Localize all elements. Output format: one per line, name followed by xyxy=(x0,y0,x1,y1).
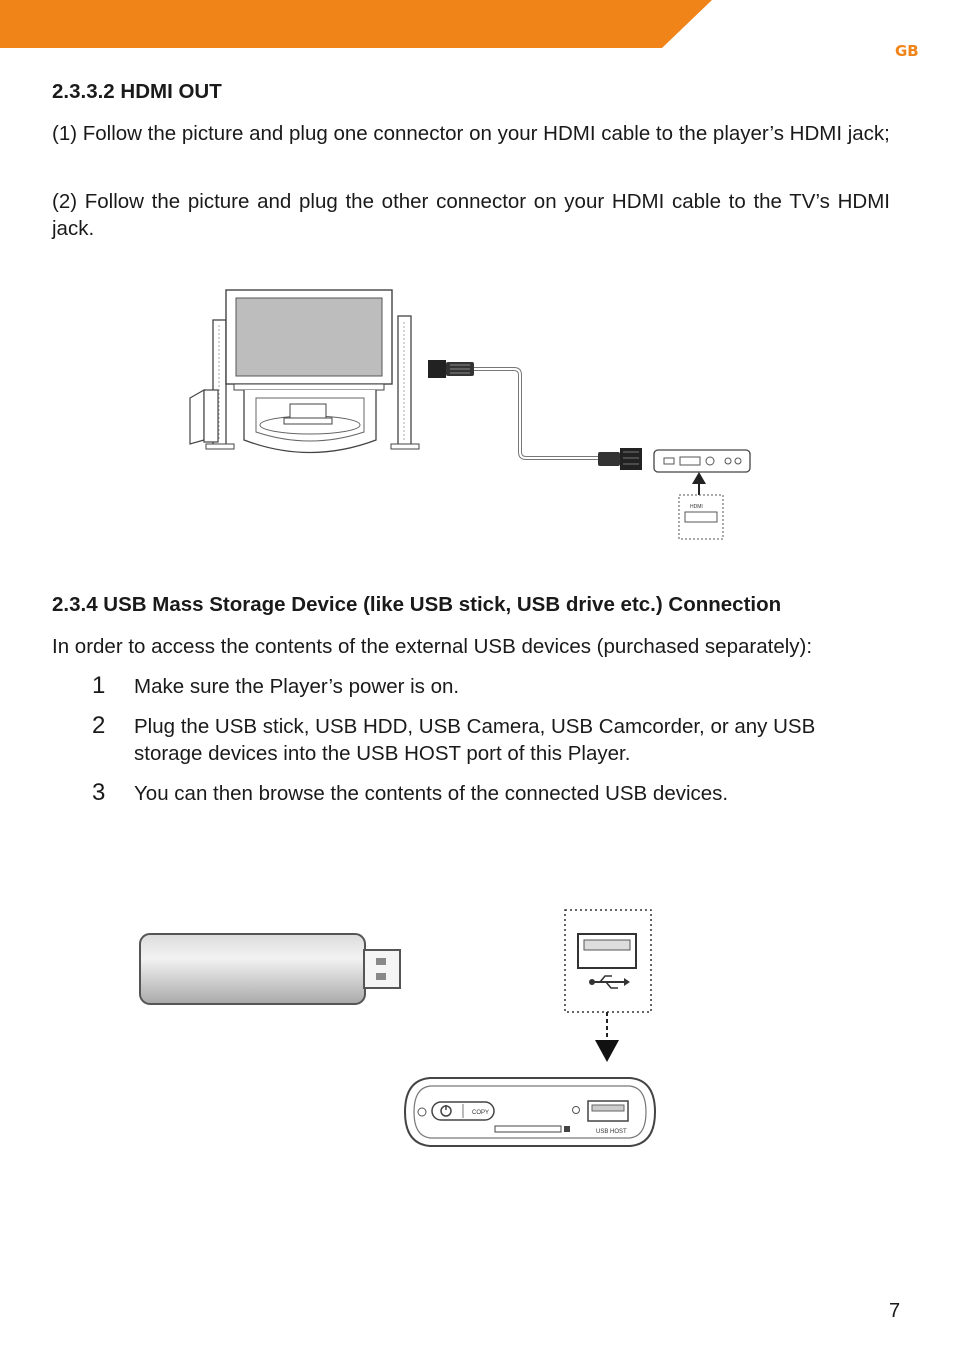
hdmi-connection-illustration xyxy=(180,280,760,545)
copy-button-label: COPY xyxy=(472,1110,490,1116)
step-text: You can then browse the contents of the connected USB devices. xyxy=(134,782,729,805)
step-text: Make sure the Player’s power is on. xyxy=(134,675,460,698)
section-title-usb: 2.3.4 USB Mass Storage Device (like USB stick, USB drive etc.) Connection xyxy=(52,593,782,616)
usb-host-port-label: USB HOST xyxy=(596,1129,627,1135)
hdmi-paragraph-2: (2) Follow the picture and plug the other connector on your HDMI cable to the TV’s HDMI jack. xyxy=(52,190,890,240)
section-title-hdmi: 2.3.3.2 HDMI OUT xyxy=(52,80,222,103)
language-label: GB xyxy=(895,42,919,60)
step-number: 2 xyxy=(92,712,106,739)
page-number: 7 xyxy=(889,1300,901,1322)
hdmi-port-label: HDMI xyxy=(690,504,703,510)
hdmi-paragraph-1: (1) Follow the picture and plug one connector on your HDMI cable to the player’s HDMI jack; xyxy=(52,122,890,145)
step-number: 3 xyxy=(92,779,106,806)
step-text: Plug the USB stick, USB HDD, USB Camera, USB Camcorder, or any USB storage devices into the USB HOST port of this Player. xyxy=(134,715,816,765)
player-front-icon xyxy=(405,1078,655,1146)
header-band xyxy=(0,0,954,50)
usb-connection-illustration xyxy=(130,900,670,1160)
usb-intro: In order to access the contents of the external USB devices (purchased separately): xyxy=(52,635,813,658)
usb-stick-icon xyxy=(140,934,400,1004)
step-number: 1 xyxy=(92,672,106,699)
